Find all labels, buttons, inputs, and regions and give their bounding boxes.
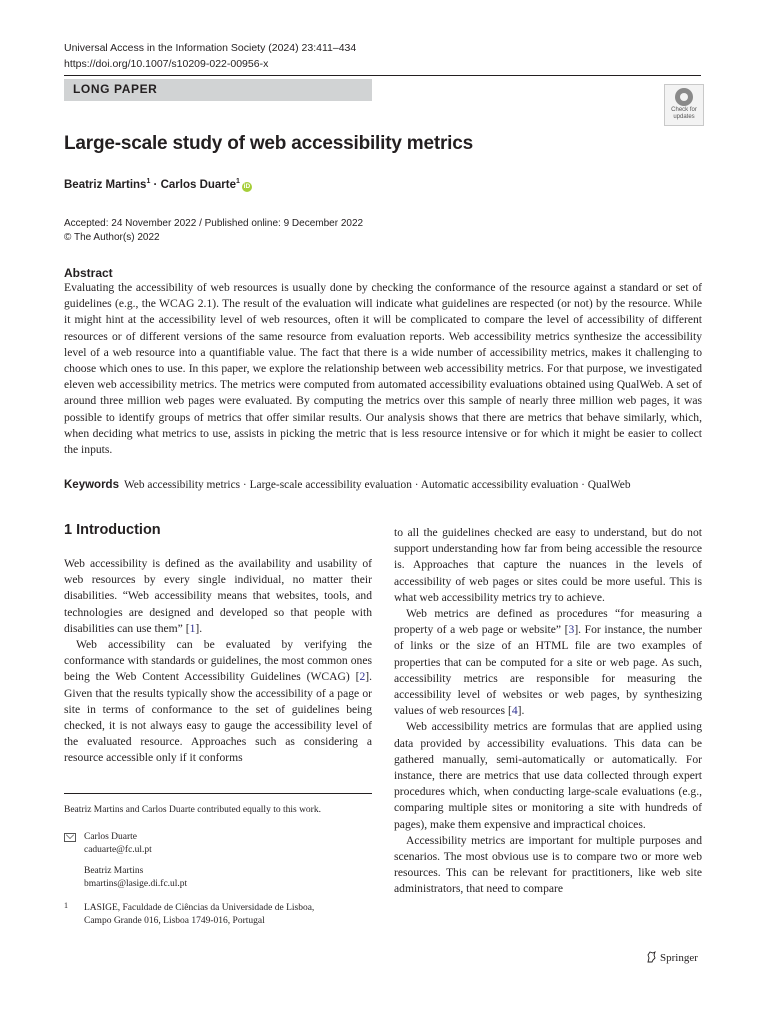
keywords — [64, 477, 724, 493]
journal-header — [64, 40, 356, 72]
doi-link[interactable]: https://doi.org/10.1007/s10209-022-00956-x — [64, 58, 269, 70]
springer-horse-icon — [646, 951, 657, 963]
paragraph: Web accessibility can be evaluated by verifying the conformance with standards or guidelines, the most common ones being the Web Content Accessibility Guidelines (WCAG) [2]. Given that the results typically show the accessibility of a page or site in terms of conformance to the set of guidelines being checked, it is not always easy to gauge the accessibility level of the evaluated resource. Approaches such as considering a resource accessible only if it conforms — [64, 638, 372, 765]
publisher-logo — [646, 951, 698, 964]
paragraph: Web metrics are defined as procedures “for measuring a property of a web page or website” [3]. For instance, the number of links or the size of an HTML file are two examples of properties that can be computed for a site or web page. As such, accessibility metrics are responsible for measuring the accessibility level of websites or web pages, by synthesizing values of web resources [4]. — [394, 607, 703, 718]
update-icon — [675, 88, 693, 106]
section-heading: 1 Introduction — [64, 522, 161, 538]
contact-name: Carlos Duarte — [84, 832, 138, 842]
keywords-label: Keywords — [64, 479, 119, 491]
corresponding-author-1 — [84, 831, 152, 857]
left-column — [64, 556, 372, 767]
accepted-published: Accepted: 24 November 2022 / Published online: 9 December 2022 — [64, 218, 364, 229]
article-type-banner — [64, 79, 372, 101]
abstract-text: Evaluating the accessibility of web resources is usually done by checking the conformance of the resource against a standard or set of guidelines (e.g., the WCAG 2.1). The result of the evaluation will indicate what guidelines are respected (or not) by the resource. While it might hint at the accessibility level of web resources, often it will be complicated to compare the level of accessibility of different resources or of different versions of the same resource from evaluation reports. Web accessibility metrics synthesize the accessibility level of a web resource into a quantifiable value. The fact that there is a wide number of accessibility metrics, makes it challenging to choose which ones to use. In this paper, we explore the relationship between web accessibility metrics. For that purpose, we investigated eleven web accessibility metrics. The metrics were computed from automated accessibility evaluations obtained using QualWeb. A set of around three million web pages were evaluated. By computing the metrics over this sample of nearly three million web pages, it was possible to identify groups of metrics that offer similar results. Our analysis shows that there are metrics that behave similarly, which, when deciding what metrics to use, assists in picking the metric that is less resource intensive or for which it might be easier to collect the inputs. — [64, 281, 702, 457]
author-name: Beatriz Martins — [64, 178, 147, 191]
contact-email[interactable]: bmartins@lasige.di.fc.ul.pt — [84, 879, 188, 889]
citation-link[interactable]: 4 — [511, 704, 518, 718]
affiliation-number: 1 — [64, 901, 68, 910]
article-type-label: LONG PAPER — [73, 82, 158, 96]
author-list — [64, 178, 252, 192]
check-for-updates-badge[interactable] — [664, 84, 704, 126]
affiliation-marker: 1 — [146, 178, 151, 185]
citation-link[interactable]: 3 — [568, 623, 575, 637]
copyright: © The Author(s) 2022 — [64, 232, 160, 243]
keywords-list: Web accessibility metrics · Large-scale accessibility evaluation · Automatic accessibility evaluation · QualWeb — [123, 479, 631, 491]
right-column — [394, 525, 702, 898]
publication-dates — [64, 217, 363, 245]
paragraph: Web accessibility is defined as the availability and usability of web resources by every single individual, no matter their disabilities. “Web accessibility means that websites, tools, and technologies are designed and developed so that people with disabilities can use them” [1]. — [64, 557, 372, 635]
journal-citation: Universal Access in the Information Society (2024) 23:411–434 — [64, 42, 357, 54]
corresponding-author-2 — [84, 865, 187, 891]
header-rule — [64, 75, 701, 76]
affiliation: LASIGE, Faculdade de Ciências da Universidade de Lisboa, Campo Grande 016, Lisboa 1749-016, Portugal — [84, 903, 315, 926]
paragraph: Accessibility metrics are important for multiple purposes and scenarios. The most obvious use is to compare two or more web resources. This can be relevant for practitioners, like web site administrators, that need to compare — [394, 833, 702, 896]
citation-link[interactable]: 1 — [189, 621, 196, 635]
author-name: Carlos Duarte — [160, 178, 236, 191]
author-separator: · — [150, 178, 161, 191]
publisher-name: Springer — [660, 952, 698, 964]
orcid-icon[interactable]: iD — [243, 182, 251, 190]
affiliation-marker: 1 — [236, 178, 240, 185]
contact-email[interactable]: caduarte@fc.ul.pt — [84, 845, 152, 855]
check-for-updates-label: Check for updates — [671, 107, 697, 120]
contact-name: Beatriz Martins — [84, 866, 144, 876]
contribution-note: Beatriz Martins and Carlos Duarte contributed equally to this work. — [64, 805, 321, 815]
paragraph: Web accessibility metrics are formulas that are applied using data provided by accessibility evaluations. This data can be gathered manually, semi-automatically or automatically. For instance, there are metrics that use data collected through expert procedures which, when conducting large-scale evaluations (e.g., comparing multiple sites or monitoring a site with hundreds of pages), make them expensive and impractical choices. — [394, 720, 702, 831]
footnote-rule — [64, 793, 372, 794]
abstract-heading: Abstract — [64, 266, 113, 280]
envelope-icon — [64, 833, 76, 842]
paragraph: to all the guidelines checked are easy to understand, but do not support understanding how far from being accessible the resource is. Approaches that capture the nuances in the levels of accessibility of web pages or sites could be more useful. This is what web accessibility metrics try to achieve. — [394, 526, 702, 604]
paper-title: Large-scale study of web accessibility metrics — [64, 133, 473, 154]
citation-link[interactable]: 2 — [359, 670, 366, 684]
